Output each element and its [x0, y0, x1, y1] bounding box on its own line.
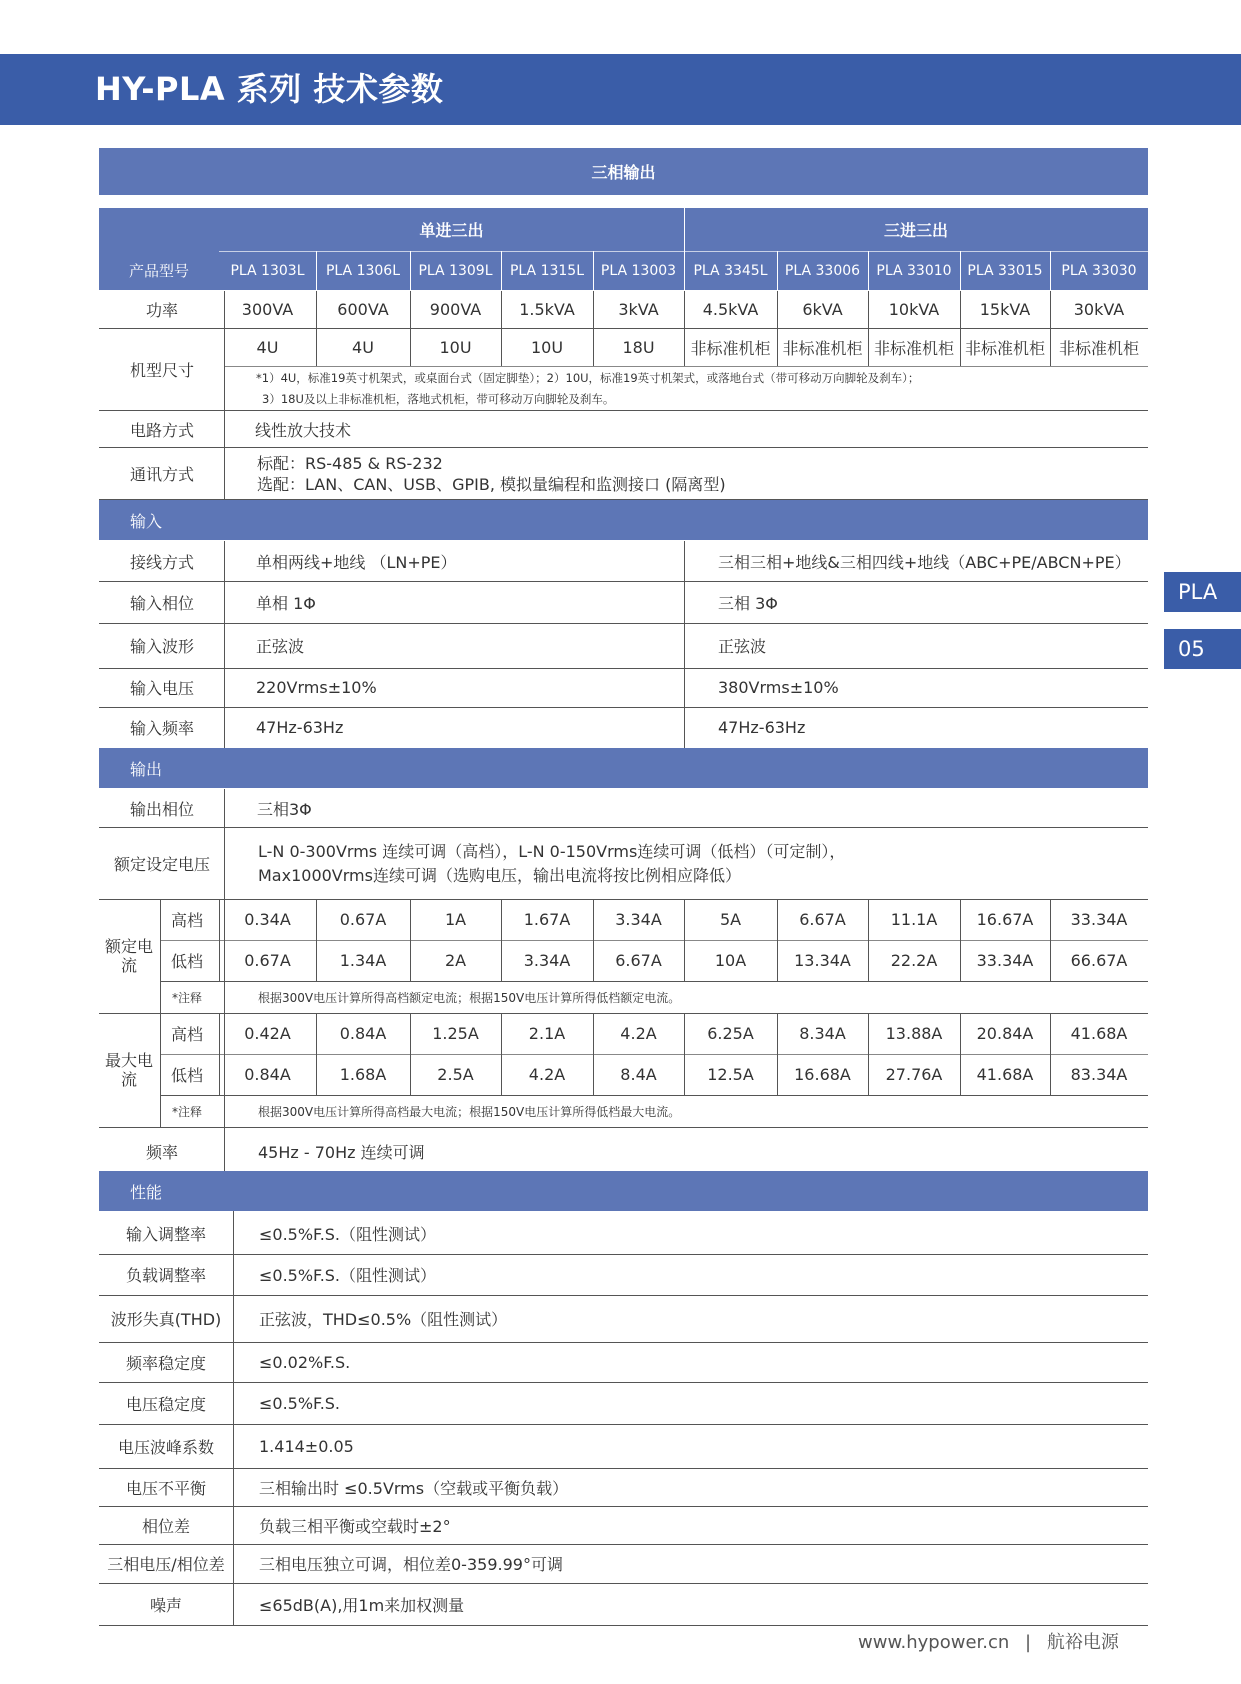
perf-row-label: 电压波峰系数	[117, 1437, 214, 1457]
column-divider	[410, 1013, 411, 1095]
frequency-value: 45Hz - 70Hz 连续可调	[258, 1143, 425, 1162]
column-divider	[960, 899, 961, 981]
max-current-low-value: 2.5A	[437, 1065, 474, 1084]
rated-current-low-value: 10A	[714, 951, 747, 970]
comm-optional: 选配：LAN、CAN、USB、GPIB, 模拟量编程和监测接口 (隔离型)	[257, 475, 726, 494]
power-value: 600VA	[337, 300, 389, 319]
column-divider	[1050, 899, 1051, 981]
perf-row-label: 电压稳定度	[125, 1394, 206, 1414]
rated-current-note-label: *注释	[171, 990, 202, 1005]
rated-current-high-value: 0.34A	[244, 910, 291, 929]
frequency-label: 频率	[145, 1143, 178, 1162]
row-divider	[99, 827, 1148, 828]
power-value: 10kVA	[888, 300, 940, 319]
size-value: 非标准机柜	[873, 338, 954, 358]
power-value: 1.5kVA	[519, 300, 575, 319]
row-divider	[99, 1506, 1148, 1507]
column-divider	[960, 1013, 961, 1095]
model-column-divider	[501, 251, 502, 290]
perf-row-value: 三相电压独立可调，相位差0-359.99°可调	[259, 1555, 563, 1574]
max-current-note-label: *注释	[171, 1104, 202, 1119]
max-current-high-value: 0.84A	[339, 1024, 387, 1043]
perf-section-title: 性能	[130, 1182, 163, 1202]
rated-current-high-value: 1A	[444, 910, 467, 929]
model-column-divider	[410, 251, 411, 290]
max-current-high-value: 6.25A	[707, 1024, 754, 1043]
column-divider	[501, 1013, 502, 1095]
size-value: 10U	[439, 337, 472, 357]
perf-row-value: ≤65dB(A),用1m来加权测量	[259, 1595, 465, 1615]
perf-row-label: 电压不平衡	[125, 1478, 206, 1498]
rated-current-high-value: 5A	[719, 910, 742, 929]
model-column-divider	[868, 251, 869, 290]
size-note-line-2: 3）18U及以上非标准机柜，落地式机柜，带可移动万向脚轮及刹车。	[262, 392, 615, 406]
group-single-phase: 单进三出	[419, 221, 484, 240]
side-tab-series: PLA	[1164, 572, 1241, 612]
column-divider	[868, 1013, 869, 1095]
perf-row-value: ≤0.5%F.S.	[259, 1393, 341, 1413]
max-current-low-value: 12.5A	[707, 1065, 754, 1084]
perf-row-value: 负载三相平衡或空载时±2°	[259, 1516, 451, 1536]
size-value: 非标准机柜	[782, 338, 863, 358]
input-waveform-single: 正弦波	[256, 637, 305, 656]
perf-row-value: ≤0.02%F.S.	[259, 1352, 351, 1372]
rated-current-low-label: 低档	[170, 952, 203, 971]
size-value: 4U	[352, 337, 374, 357]
perf-row-value: 三相输出时 ≤0.5Vrms（空载或平衡负载）	[259, 1478, 569, 1498]
power-label: 功率	[145, 301, 178, 320]
perf-row-value: 正弦波，THD≤0.5%（阻性测试）	[259, 1310, 508, 1329]
column-divider	[410, 291, 411, 366]
max-current-low-label: 低档	[170, 1066, 203, 1085]
model-name: PLA 1309L	[418, 262, 493, 279]
power-value: 3kVA	[618, 300, 659, 319]
single-three-divider	[684, 541, 685, 748]
footer-brand: 航裕电源	[1046, 1632, 1119, 1653]
max-current-high-label: 高档	[170, 1025, 203, 1044]
row-divider	[99, 623, 1148, 624]
side-tab-page: 05	[1164, 629, 1241, 669]
column-divider	[960, 291, 961, 366]
column-divider	[593, 899, 594, 981]
model-label: 产品型号	[128, 262, 189, 280]
row-divider	[99, 1295, 1148, 1296]
max-current-low-value: 0.84A	[244, 1065, 291, 1084]
model-column-divider	[1050, 251, 1051, 290]
perf-row-label: 输入调整率	[125, 1225, 206, 1244]
rated-current-high-label: 高档	[170, 911, 203, 930]
footer-url[interactable]: www.hypower.cn	[858, 1632, 1010, 1653]
rated-voltage-label: 额定设定电压	[113, 854, 210, 874]
perf-row-label: 噪声	[149, 1595, 182, 1615]
row-divider	[99, 1342, 1148, 1343]
size-value: 10U	[530, 337, 564, 357]
max-current-low-value: 27.76A	[885, 1065, 943, 1084]
max-current-note: 根据300V电压计算所得高档最大电流；根据150V电压计算所得低档最大电流。	[258, 1104, 681, 1119]
power-value: 15kVA	[979, 300, 1031, 319]
row-divider	[160, 940, 1148, 941]
label-column-divider	[224, 789, 225, 1132]
column-divider	[501, 291, 502, 366]
max-current-low-value: 41.68A	[976, 1065, 1034, 1084]
size-label: 机型尺寸	[129, 360, 194, 380]
column-divider	[501, 899, 502, 981]
input-frequency-three: 47Hz-63Hz	[718, 718, 806, 737]
rated-current-high-value: 16.67A	[976, 910, 1034, 929]
power-value: 30kVA	[1073, 300, 1125, 319]
row-divider	[99, 581, 1148, 582]
input-voltage-single: 220Vrms±10%	[256, 678, 377, 697]
rated-current-low-value: 2A	[444, 951, 467, 970]
input-phase-single: 单相 1Φ	[256, 593, 316, 613]
wiring-three: 三相三相+地线&三相四线+地线（ABC+PE/ABCN+PE）	[718, 552, 1131, 572]
power-value: 900VA	[429, 300, 482, 319]
size-value: 非标准机柜	[964, 338, 1045, 358]
column-divider	[1050, 291, 1051, 366]
comm-label: 通讯方式	[129, 464, 194, 484]
perf-row-value: ≤0.5%F.S.（阻性测试）	[259, 1266, 437, 1285]
max-current-low-value: 4.2A	[528, 1065, 566, 1084]
max-current-high-value: 0.42A	[244, 1024, 291, 1043]
rated-current-low-value: 3.34A	[523, 951, 571, 970]
input-waveform-label: 输入波形	[129, 637, 194, 656]
footer	[858, 1628, 1119, 1654]
column-divider	[777, 1013, 778, 1095]
input-frequency-single: 47Hz-63Hz	[256, 718, 344, 737]
row-divider	[99, 1254, 1148, 1255]
model-name: PLA 33030	[1061, 262, 1137, 279]
max-current-low-value: 1.68A	[339, 1065, 387, 1084]
rated-current-note: 根据300V电压计算所得高档额定电流；根据150V电压计算所得低档额定电流。	[258, 990, 681, 1005]
rated-current-low-value: 66.67A	[1070, 951, 1128, 970]
model-column-divider	[684, 251, 685, 290]
input-waveform-three: 正弦波	[718, 637, 767, 656]
rated-current-high-value: 33.34A	[1070, 910, 1128, 929]
output-phase-value: 三相3Φ	[257, 799, 312, 819]
rated-voltage-line-1: L-N 0-300Vrms 连续可调（高档），L-N 0-150Vrms连续可调（低档）（可定制），	[258, 841, 846, 861]
power-value: 300VA	[241, 300, 294, 319]
rated-current-high-value: 0.67A	[339, 910, 387, 929]
column-divider	[593, 1013, 594, 1095]
rated-current-low-value: 33.34A	[976, 951, 1034, 970]
perf-row-label: 相位差	[141, 1516, 190, 1536]
row-divider	[224, 366, 1148, 367]
rated-current-high-value: 1.67A	[523, 910, 571, 929]
max-current-high-value: 20.84A	[976, 1024, 1034, 1043]
row-divider	[99, 668, 1148, 669]
rated-current-low-value: 1.34A	[339, 951, 387, 970]
column-divider	[868, 291, 869, 366]
rated-current-low-value: 0.67A	[244, 951, 291, 970]
model-name: PLA 1315L	[509, 262, 585, 279]
rated-current-low-value: 6.67A	[615, 951, 662, 970]
column-divider	[684, 1013, 685, 1095]
group-three-phase: 三进三出	[883, 221, 948, 240]
column-divider	[410, 899, 411, 981]
input-voltage-label: 输入电压	[129, 679, 194, 698]
max-current-high-value: 4.2A	[620, 1024, 657, 1043]
row-divider	[99, 1382, 1148, 1383]
max-current-low-value: 83.34A	[1070, 1065, 1128, 1084]
max-current-high-value: 8.34A	[799, 1024, 846, 1043]
label-column-divider	[233, 1211, 234, 1625]
row-divider	[99, 1424, 1148, 1425]
model-name: PLA 33010	[876, 262, 952, 279]
rated-current-low-value: 13.34A	[794, 951, 851, 970]
perf-row-label: 频率稳定度	[125, 1353, 206, 1373]
model-name: PLA 33015	[967, 262, 1043, 279]
column-divider	[316, 1013, 317, 1095]
row-divider	[99, 1625, 1148, 1626]
size-value: 非标准机柜	[1058, 338, 1139, 358]
row-divider	[160, 1095, 1148, 1096]
column-divider	[684, 899, 685, 981]
row-divider	[99, 328, 1148, 329]
input-phase-three: 三相 3Φ	[718, 593, 778, 613]
input-frequency-label: 输入频率	[129, 719, 194, 738]
size-value: 4U	[256, 337, 279, 357]
rated-current-high-value: 3.34A	[615, 910, 662, 929]
model-name: PLA 1306L	[325, 262, 401, 279]
rated-current-high-value: 6.67A	[799, 910, 846, 929]
column-divider	[219, 1013, 220, 1095]
rated-current-high-value: 11.1A	[890, 910, 938, 929]
size-value: 18U	[622, 337, 655, 357]
row-divider	[99, 1127, 1148, 1128]
perf-row-label: 三相电压/相位差	[107, 1555, 225, 1574]
column-divider	[219, 899, 220, 981]
circuit-label: 电路方式	[129, 420, 194, 440]
input-section-title: 输入	[130, 511, 163, 531]
size-value: 非标准机柜	[690, 338, 771, 358]
column-divider	[777, 291, 778, 366]
rated-current-low-value: 22.2A	[890, 951, 938, 970]
sub-label-divider	[160, 1013, 161, 1127]
column-divider	[868, 899, 869, 981]
column-divider	[1050, 1013, 1051, 1095]
size-note-line-1: *1）4U，标准19英寸机架式，或桌面台式（固定脚垫）；2）10U，标准19英寸机架式，或落地台式（带可移动万向脚轮及刹车）；	[256, 371, 920, 385]
model-column-divider	[593, 251, 594, 290]
perf-row-value: 1.414±0.05	[259, 1436, 354, 1456]
perf-row-label: 负载调整率	[125, 1266, 206, 1285]
model-name: PLA 3345L	[693, 262, 768, 279]
input-phase-label: 输入相位	[129, 593, 194, 613]
max-current-low-value: 16.68A	[794, 1065, 851, 1084]
label-column-divider	[224, 541, 225, 748]
perf-row-value: ≤0.5%F.S.（阻性测试）	[259, 1225, 437, 1244]
output-phase-label: 输出相位	[129, 799, 194, 819]
row-divider	[99, 707, 1148, 708]
table-title: 三相输出	[99, 148, 1148, 195]
model-column-divider	[777, 251, 778, 290]
max-current-high-value: 41.68A	[1070, 1024, 1128, 1043]
input-voltage-three: 380Vrms±10%	[718, 678, 839, 697]
column-divider	[593, 291, 594, 366]
rated-current-label: 额定电流	[104, 937, 153, 975]
max-current-high-value: 13.88A	[885, 1024, 943, 1043]
column-divider	[684, 291, 685, 366]
comm-standard: 标配：RS-485 & RS-232	[257, 454, 443, 473]
row-divider	[99, 447, 1148, 448]
column-divider	[777, 899, 778, 981]
header-banner	[0, 54, 1241, 125]
circuit-value: 线性放大技术	[255, 420, 352, 440]
max-current-high-value: 1.25A	[432, 1024, 479, 1043]
output-section-title: 输出	[130, 759, 163, 779]
wiring-single: 单相两线+地线 （LN+PE）	[256, 552, 457, 572]
wiring-label: 接线方式	[129, 552, 194, 572]
row-divider	[160, 981, 1148, 982]
page-title: HY-PLA 系列 技术参数	[95, 70, 444, 108]
model-column-divider	[960, 251, 961, 290]
row-divider	[99, 1583, 1148, 1584]
model-name: PLA 1303L	[230, 262, 305, 279]
column-divider	[316, 899, 317, 981]
max-current-high-value: 2.1A	[528, 1024, 566, 1043]
model-name: PLA 33006	[784, 262, 861, 279]
row-divider	[99, 1544, 1148, 1545]
sub-label-divider	[160, 899, 161, 1013]
power-value: 4.5kVA	[702, 300, 759, 319]
footer-separator: |	[1025, 1632, 1032, 1653]
rated-voltage-line-2: Max1000Vrms连续可调（选购电压，输出电流将按比例相应降低）	[258, 865, 741, 885]
column-divider	[316, 291, 317, 366]
power-value: 6kVA	[802, 300, 843, 319]
max-current-label: 最大电流	[104, 1051, 153, 1089]
perf-row-label: 波形失真(THD)	[110, 1310, 222, 1329]
row-divider	[160, 1054, 1148, 1055]
row-divider	[99, 1468, 1148, 1469]
model-name: PLA 13003	[600, 262, 677, 279]
max-current-low-value: 8.4A	[620, 1065, 657, 1084]
model-column-divider	[316, 251, 317, 290]
